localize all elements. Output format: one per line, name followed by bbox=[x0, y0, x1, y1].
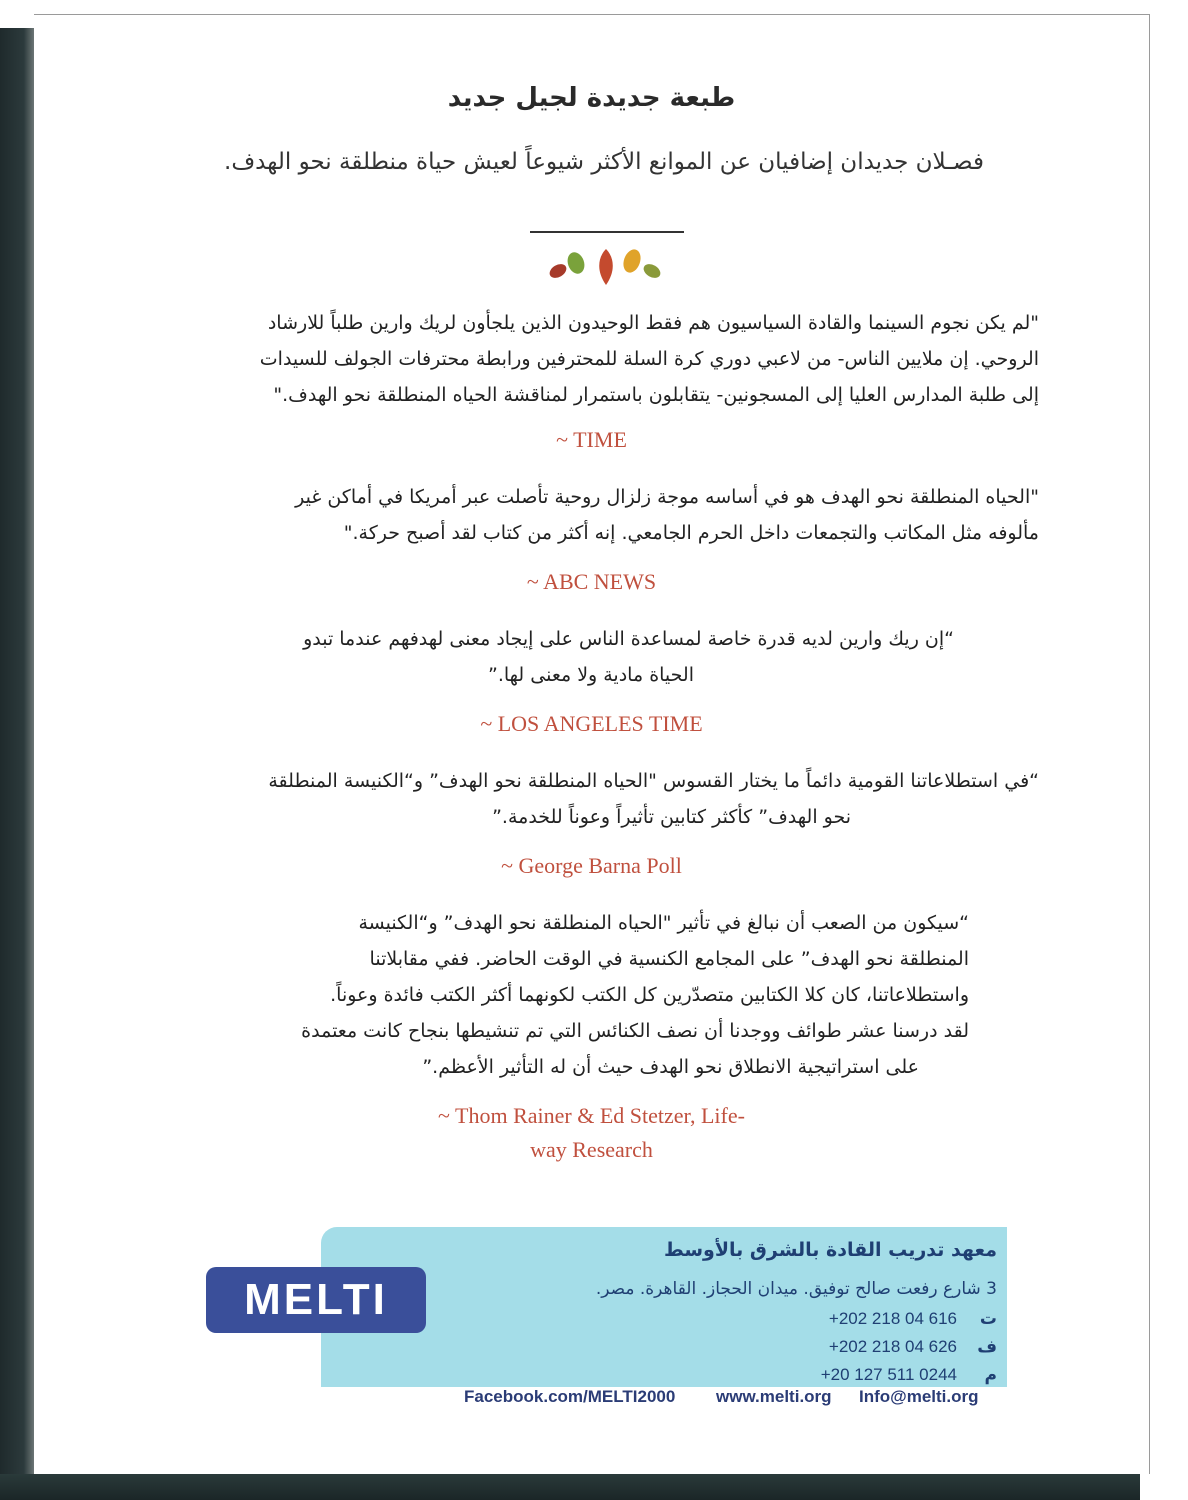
quote-block bbox=[139, 763, 1039, 835]
quote-source: ~ ABC NEWS bbox=[526, 569, 657, 594]
quote-block bbox=[194, 621, 954, 693]
quote-source-line: ~ Thom Rainer & Ed Stetzer, Life- bbox=[438, 1103, 745, 1128]
quote-line: لقد درسنا عشر طوائف ووجدنا أن نصف الكنائس التي تم تنشيطها بنجاح كانت معتمدة bbox=[301, 1020, 969, 1042]
leaf-ornament-icon bbox=[548, 241, 664, 291]
quote-line: الروحي. إن ملايين الناس- من لاعبي دوري كرة السلة للمحترفين ورابطة محترفات الجولف للسيدات bbox=[259, 348, 1039, 370]
quote-line: على استراتيجية الانطلاق نحو الهدف حيث أن له التأثير الأعظم.” bbox=[422, 1056, 919, 1078]
email-link[interactable]: Info@melti.org bbox=[859, 1387, 979, 1406]
quote-block bbox=[139, 305, 1039, 413]
facebook-link[interactable]: Facebook.com/MELTI2000 bbox=[464, 1387, 676, 1406]
quote-block bbox=[139, 479, 1039, 551]
back-cover-page bbox=[34, 15, 1149, 1474]
page-subtitle: فصـلان جديدان إضافيان عن الموانع الأكثر شيوعاً لعيش حياة منطلقة نحو الهدف. bbox=[224, 149, 984, 175]
quote-line: "الحياه المنطلقة نحو الهدف هو في أساسه موجة زلزال روحية تأصلت عبر أمريكا في أماكن غير bbox=[295, 486, 1039, 508]
website-link[interactable]: www.melti.org bbox=[716, 1387, 832, 1406]
quote-source: ~ George Barna Poll bbox=[501, 853, 682, 878]
logo-text: MELTI bbox=[244, 1275, 388, 1324]
melti-logo bbox=[206, 1267, 426, 1333]
quote-line: "لم يكن نجوم السينما والقادة السياسيون هم فقط الوحيدون الذين يلجأون لريك وارين طلباً للارشاد bbox=[267, 312, 1039, 334]
quote-source: ~ TIME bbox=[556, 427, 627, 452]
contact-value: +202 218 04 616 bbox=[828, 1309, 957, 1328]
divider-line bbox=[530, 231, 684, 233]
quote-line: مألوفه مثل المكاتب والتجمعات داخل الحرم الجامعي. إنه أكثر من كتاب لقد أصبح حركة." bbox=[343, 522, 1039, 544]
frame-right-line bbox=[1149, 14, 1150, 1474]
contact-value: +20 127 511 0244 bbox=[820, 1365, 957, 1384]
book-edge-bottom bbox=[0, 1474, 1140, 1500]
quote-line: الحياة مادية ولا معنى لها.” bbox=[487, 664, 694, 686]
org-name: معهد تدريب القادة بالشرق بالأوسط bbox=[664, 1239, 997, 1261]
quote-source-line: way Research bbox=[530, 1137, 653, 1162]
quote-line: نحو الهدف” كأكثر كتابين تأثيراً وعوناً للخدمة.” bbox=[492, 806, 851, 828]
quote-block bbox=[169, 905, 969, 1085]
quote-line: “إن ريك وارين لديه قدرة خاصة لمساعدة الناس على إيجاد معنى لهدفهم عندما تبدو bbox=[303, 628, 954, 650]
quote-source bbox=[34, 1099, 1149, 1167]
page-title: طبعة جديدة لجيل جديد bbox=[447, 83, 736, 113]
quote-line: إلى طلبة المدارس العليا إلى المسجونين- يتقابلون باستمرار لمناقشة الحياه المنطلقة نحو الهدف." bbox=[273, 384, 1039, 406]
contact-label: ت bbox=[979, 1309, 997, 1329]
quote-source: ~ LOS ANGELES TIME bbox=[480, 711, 703, 736]
contact-value: +202 218 04 626 bbox=[828, 1337, 957, 1356]
book-spine-left bbox=[0, 28, 34, 1500]
quote-line: “سيكون من الصعب أن نبالغ في تأثير "الحياه المنطلقة نحو الهدف” و“الكنيسة bbox=[358, 912, 969, 934]
org-address: 3 شارع رفعت صالح توفيق. ميدان الحجاز. القاهرة. مصر. bbox=[595, 1279, 997, 1299]
quote-line: المنطلقة نحو الهدف” على المجامع الكنسية في الوقت الحاضر. ففي مقابلاتنا bbox=[369, 948, 969, 970]
contact-label: ف bbox=[977, 1337, 997, 1357]
quote-line: “في استطلاعاتنا القومية دائماً ما يختار القسوس "الحياه المنطلقة نحو الهدف” و“الكنيسة المنطلقة bbox=[268, 770, 1039, 792]
contact-label: م bbox=[984, 1365, 997, 1385]
quote-line: واستطلاعاتنا، كان كلا الكتابين متصدّرين كل الكتب لكونهما أكثر الكتب فائدة وعوناً. bbox=[330, 984, 969, 1006]
